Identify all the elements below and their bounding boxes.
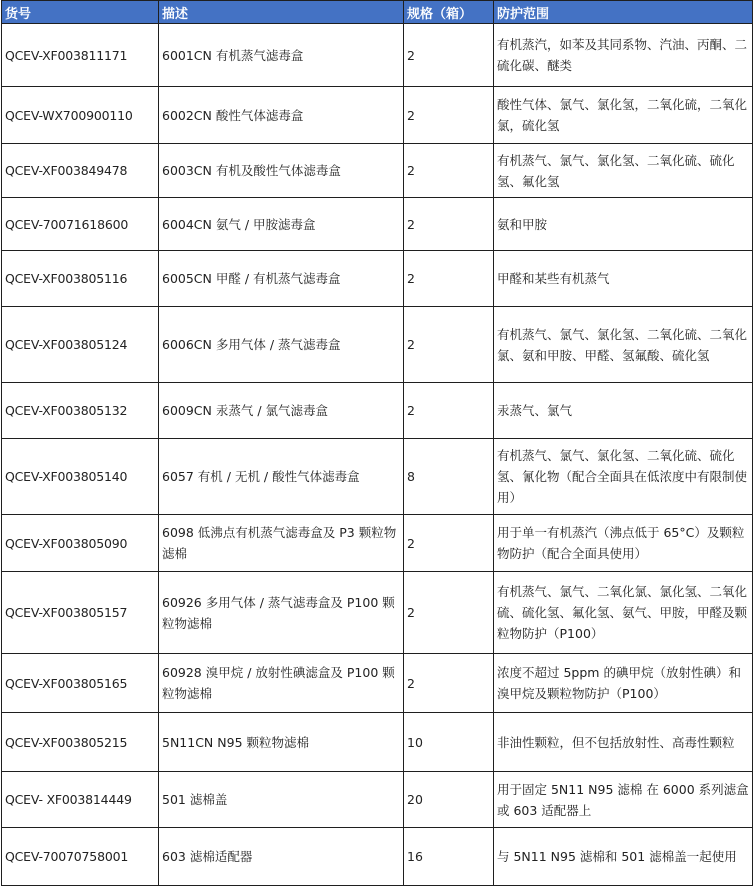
cell-code: QCEV-XF003805165 [2,654,159,713]
cell-code: QCEV-XF003805140 [2,439,159,515]
table-row [2,144,753,198]
cell-qty: 2 [404,383,494,439]
cell-protection-range: 有机蒸气、氯气、氯化氢、二氧化硫、硫化氢、氟化氢 [494,144,753,198]
cell-qty: 20 [404,772,494,828]
cell-description: 6002CN 酸性气体滤毒盒 [159,87,404,144]
table-row [2,198,753,251]
cell-protection-range: 有机蒸汽，如苯及其同系物、汽油、丙酮、二硫化碳、醚类 [494,24,753,87]
cell-description: 6005CN 甲醛 / 有机蒸气滤毒盒 [159,251,404,307]
cell-protection-range: 氨和甲胺 [494,198,753,251]
cell-protection-range: 浓度不超过 5ppm 的碘甲烷（放射性碘）和溴甲烷及颗粒物防护（P100） [494,654,753,713]
table-row [2,383,753,439]
cell-description: 5N11CN N95 颗粒物滤棉 [159,713,404,772]
cell-protection-range: 与 5N11 N95 滤棉和 501 滤棉盖一起使用 [494,828,753,886]
cell-qty: 2 [404,307,494,383]
table-row [2,654,753,713]
cell-qty: 16 [404,828,494,886]
cell-protection-range: 用于单一有机蒸汽（沸点低于 65°C）及颗粒物防护（配合全面具使用） [494,515,753,572]
cell-code: QCEV-XF003811171 [2,24,159,87]
table-header-row [2,1,753,24]
cell-qty: 8 [404,439,494,515]
header-code: 货号 [2,1,159,24]
table-row [2,828,753,886]
cell-protection-range: 用于固定 5N11 N95 滤棉 在 6000 系列滤盒或 603 适配器上 [494,772,753,828]
cell-protection-range: 酸性气体、氯气、氯化氢，二氧化硫，二氧化氯，硫化氢 [494,87,753,144]
table-row [2,713,753,772]
cell-qty: 2 [404,144,494,198]
cell-code: QCEV-XF003805116 [2,251,159,307]
cell-qty: 2 [404,654,494,713]
header-protection-range: 防护范围 [494,1,753,24]
cell-qty: 2 [404,251,494,307]
cell-description: 6006CN 多用气体 / 蒸气滤毒盒 [159,307,404,383]
cell-code: QCEV-70071618600 [2,198,159,251]
cell-protection-range: 非油性颗粒，但不包括放射性、高毒性颗粒 [494,713,753,772]
cell-description: 6098 低沸点有机蒸气滤毒盒及 P3 颗粒物滤棉 [159,515,404,572]
cell-code: QCEV-XF003805132 [2,383,159,439]
filter-product-table [1,0,753,886]
cell-code: QCEV- XF003814449 [2,772,159,828]
cell-code: QCEV-XF003805124 [2,307,159,383]
table-row [2,251,753,307]
cell-description: 6004CN 氨气 / 甲胺滤毒盒 [159,198,404,251]
cell-code: QCEV-XF003805157 [2,572,159,654]
cell-protection-range: 甲醛和某些有机蒸气 [494,251,753,307]
cell-qty: 2 [404,87,494,144]
cell-protection-range: 有机蒸气、氯气、二氧化氯、氯化氢、二氧化硫、硫化氢、氟化氢、氨气、甲胺，甲醛及颗粒物防护（P100） [494,572,753,654]
table-row [2,572,753,654]
table-row [2,87,753,144]
cell-qty: 2 [404,572,494,654]
cell-protection-range: 有机蒸气、氯气、氯化氢、二氧化硫、二氧化氯、氨和甲胺、甲醛、氢氟酸、硫化氢 [494,307,753,383]
cell-code: QCEV-XF003849478 [2,144,159,198]
table-row [2,439,753,515]
header-spec: 规格（箱） [404,1,494,24]
table-row [2,772,753,828]
cell-description: 6057 有机 / 无机 / 酸性气体滤毒盒 [159,439,404,515]
header-description: 描述 [159,1,404,24]
table-row [2,24,753,87]
cell-code: QCEV-XF003805215 [2,713,159,772]
cell-qty: 2 [404,515,494,572]
cell-code: QCEV-70070758001 [2,828,159,886]
cell-protection-range: 汞蒸气、氯气 [494,383,753,439]
cell-description: 603 滤棉适配器 [159,828,404,886]
cell-description: 6003CN 有机及酸性气体滤毒盒 [159,144,404,198]
cell-qty: 2 [404,24,494,87]
cell-description: 501 滤棉盖 [159,772,404,828]
cell-qty: 2 [404,198,494,251]
table-row [2,515,753,572]
cell-code: QCEV-WX700900110 [2,87,159,144]
table-row [2,307,753,383]
cell-code: QCEV-XF003805090 [2,515,159,572]
cell-description: 6001CN 有机蒸气滤毒盒 [159,24,404,87]
cell-description: 60928 溴甲烷 / 放射性碘滤盒及 P100 颗粒物滤棉 [159,654,404,713]
cell-description: 60926 多用气体 / 蒸气滤毒盒及 P100 颗粒物滤棉 [159,572,404,654]
cell-protection-range: 有机蒸气、氯气、氯化氢、二氧化硫、硫化氢、氰化物（配合全面具在低浓度中有限制使用） [494,439,753,515]
cell-qty: 10 [404,713,494,772]
cell-description: 6009CN 汞蒸气 / 氯气滤毒盒 [159,383,404,439]
